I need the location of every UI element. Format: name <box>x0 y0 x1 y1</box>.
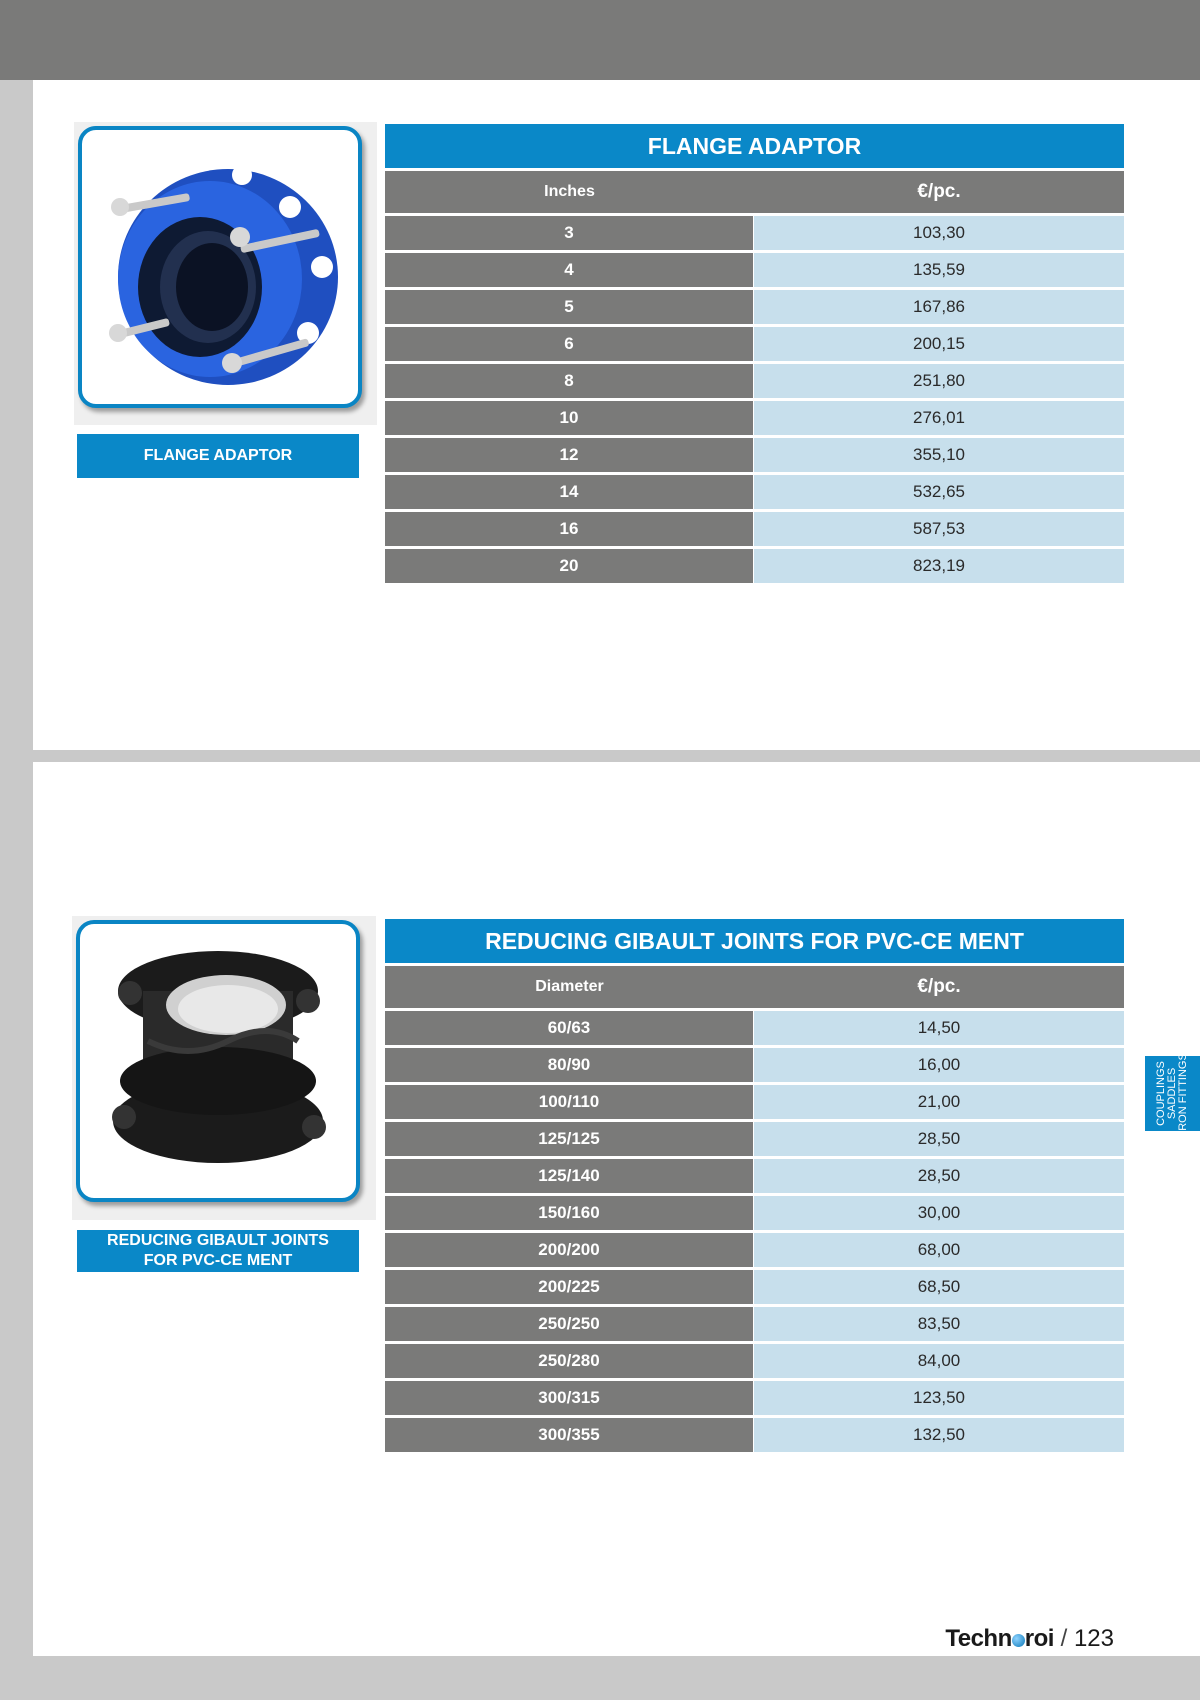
side-category-tab[interactable] <box>1145 1053 1200 1134</box>
row-size: 12 <box>385 438 753 472</box>
column-header-diameter: Diameter <box>535 978 604 995</box>
product-photo-gibault-joint <box>72 916 376 1220</box>
row-price: 276,01 <box>754 401 1124 435</box>
row-size: 100/110 <box>385 1085 753 1119</box>
row-size: 125/140 <box>385 1159 753 1193</box>
row-size: 250/250 <box>385 1307 753 1341</box>
table-row <box>385 1270 1124 1304</box>
side-tab-line-3: IRON FITTINGS <box>1177 1053 1190 1134</box>
table-row <box>385 512 1124 546</box>
row-price: 135,59 <box>754 253 1124 287</box>
table-row <box>385 401 1124 435</box>
table-row <box>385 1048 1124 1082</box>
table-row <box>385 290 1124 324</box>
row-price: 21,00 <box>754 1085 1124 1119</box>
brand-dot-icon <box>1012 1634 1025 1647</box>
table-row <box>385 1085 1124 1119</box>
row-size: 14 <box>385 475 753 509</box>
row-price: 84,00 <box>754 1344 1124 1378</box>
row-size: 200/225 <box>385 1270 753 1304</box>
column-header-price: €/pc. <box>917 181 961 202</box>
caption-line-1: REDUCING GIBAULT JOINTS <box>107 1232 329 1249</box>
row-size: 6 <box>385 327 753 361</box>
row-size: 300/315 <box>385 1381 753 1415</box>
row-size: 4 <box>385 253 753 287</box>
row-price: 355,10 <box>754 438 1124 472</box>
row-price: 823,19 <box>754 549 1124 583</box>
row-size: 16 <box>385 512 753 546</box>
table-header <box>385 171 1124 213</box>
row-price: 83,50 <box>754 1307 1124 1341</box>
table-row <box>385 1011 1124 1045</box>
brand-logo: Techn roi <box>945 1625 1054 1652</box>
table-header <box>385 966 1124 1008</box>
row-price: 16,00 <box>754 1048 1124 1082</box>
row-price: 30,00 <box>754 1196 1124 1230</box>
table-row <box>385 253 1124 287</box>
product-photo-flange-adaptor <box>74 122 377 425</box>
price-table-flange-adaptor <box>385 124 1124 586</box>
row-price: 68,50 <box>754 1270 1124 1304</box>
page-footer <box>945 1625 1114 1653</box>
photo-frame <box>78 126 362 408</box>
caption-line-2: FOR PVC-CE MENT <box>143 1252 293 1269</box>
table-title: REDUCING GIBAULT JOINTS FOR PVC-CE MENT <box>385 919 1124 963</box>
table-row <box>385 364 1124 398</box>
row-size: 20 <box>385 549 753 583</box>
row-size: 250/280 <box>385 1344 753 1378</box>
side-tab-line-2: SADDLES <box>1166 1067 1179 1120</box>
table-body <box>385 216 1124 583</box>
row-size: 60/63 <box>385 1011 753 1045</box>
table-row <box>385 1122 1124 1156</box>
product-caption <box>77 1230 359 1272</box>
row-price: 532,65 <box>754 475 1124 509</box>
row-price: 68,00 <box>754 1233 1124 1267</box>
row-size: 5 <box>385 290 753 324</box>
row-price: 167,86 <box>754 290 1124 324</box>
row-size: 150/160 <box>385 1196 753 1230</box>
row-price: 14,50 <box>754 1011 1124 1045</box>
caption-text: FLANGE ADAPTOR <box>143 447 293 464</box>
table-row <box>385 327 1124 361</box>
table-row <box>385 549 1124 583</box>
side-tab-line-1: COUPLINGS <box>1155 1061 1168 1126</box>
gibault-joint-image <box>88 931 348 1191</box>
photo-frame <box>76 920 360 1202</box>
table-row <box>385 475 1124 509</box>
product-caption <box>77 434 359 478</box>
row-size: 200/200 <box>385 1233 753 1267</box>
table-body <box>385 1011 1124 1452</box>
row-price: 200,15 <box>754 327 1124 361</box>
row-size: 125/125 <box>385 1122 753 1156</box>
page-number: 123 <box>1073 1625 1114 1652</box>
row-price: 132,50 <box>754 1418 1124 1452</box>
price-table-gibault-joints <box>385 919 1124 1455</box>
table-row <box>385 438 1124 472</box>
table-row <box>385 1418 1124 1452</box>
row-price: 587,53 <box>754 512 1124 546</box>
table-row <box>385 1196 1124 1230</box>
row-price: 103,30 <box>754 216 1124 250</box>
row-size: 300/355 <box>385 1418 753 1452</box>
top-band <box>0 0 1200 80</box>
table-row <box>385 1233 1124 1267</box>
flange-adaptor-image <box>90 137 350 397</box>
row-price: 123,50 <box>754 1381 1124 1415</box>
column-header-price: €/pc. <box>917 976 961 997</box>
row-price: 251,80 <box>754 364 1124 398</box>
table-row <box>385 1159 1124 1193</box>
column-header-size: Inches <box>544 183 595 200</box>
footer-separator: / <box>1060 1625 1068 1652</box>
row-size: 80/90 <box>385 1048 753 1082</box>
row-price: 28,50 <box>754 1159 1124 1193</box>
row-size: 3 <box>385 216 753 250</box>
table-title: FLANGE ADAPTOR <box>385 124 1124 168</box>
table-row <box>385 216 1124 250</box>
row-price: 28,50 <box>754 1122 1124 1156</box>
table-row <box>385 1307 1124 1341</box>
table-row <box>385 1381 1124 1415</box>
table-row <box>385 1344 1124 1378</box>
row-size: 8 <box>385 364 753 398</box>
row-size: 10 <box>385 401 753 435</box>
